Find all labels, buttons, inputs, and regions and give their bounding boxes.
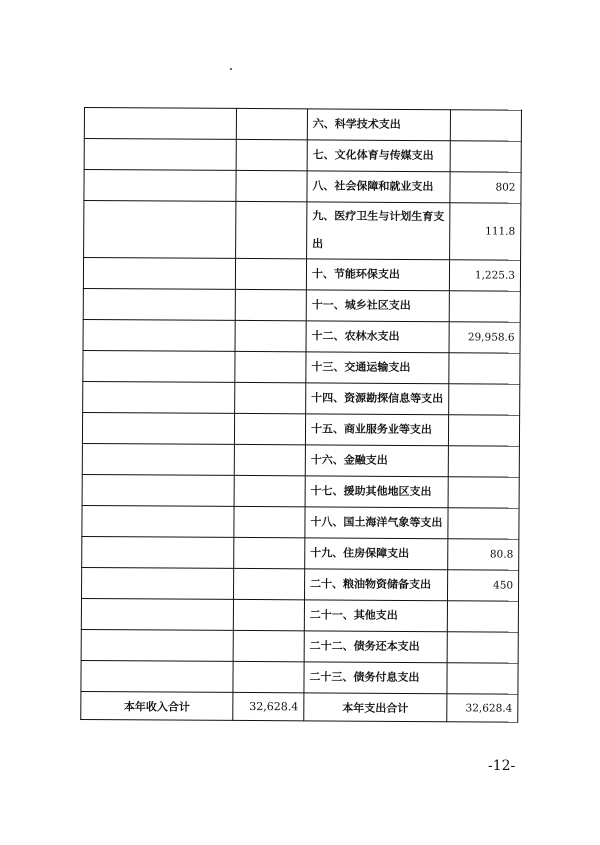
table-row	[84, 108, 521, 142]
expense-item-cell	[305, 414, 448, 446]
expense-item-cell	[306, 259, 449, 291]
income-item-cell	[82, 505, 234, 537]
expense-item-label: 十六、金融支出	[310, 453, 388, 467]
table-row	[83, 258, 520, 292]
expense-item-label: 十一、城乡社区支出	[311, 298, 411, 312]
scan-speck	[230, 68, 232, 70]
expense-amount-cell	[449, 291, 520, 322]
income-amount-cell	[235, 289, 306, 320]
table-row	[84, 201, 521, 261]
expense-amount-cell	[449, 384, 520, 415]
table-row	[84, 170, 521, 204]
expense-item-cell	[305, 476, 448, 508]
expense-amount-cell	[450, 110, 521, 141]
table-row	[81, 567, 518, 601]
income-item-cell	[84, 139, 236, 171]
income-amount-cell	[233, 599, 304, 630]
table-row	[82, 443, 519, 477]
expense-item-label: 十二、农林水支出	[311, 329, 400, 343]
expense-amount-cell	[448, 446, 519, 477]
income-amount-cell	[236, 108, 307, 139]
income-item-cell	[81, 660, 233, 692]
income-item-cell	[83, 288, 235, 320]
expense-item-cell	[305, 445, 448, 477]
expense-item-cell	[306, 383, 449, 415]
income-amount-cell	[234, 413, 305, 444]
income-item-cell	[84, 108, 236, 140]
expense-item-label: 六、科学技术支出	[312, 117, 401, 131]
expense-item-cell	[306, 290, 449, 322]
expense-item-label: 九、医疗卫生与计划生育支出	[312, 209, 445, 251]
table-row	[84, 139, 521, 173]
expense-item-label: 八、社会保障和就业支出	[312, 179, 434, 194]
expense-item-cell	[306, 352, 449, 384]
table-row	[83, 350, 520, 384]
expense-amount-cell	[449, 415, 520, 446]
expense-total-label: 本年支出合计	[304, 693, 447, 722]
expense-item-label: 七、文化体育与传媒支出	[312, 148, 434, 163]
table-row	[82, 505, 519, 539]
income-item-cell	[82, 443, 234, 475]
income-item-cell	[83, 258, 235, 290]
table-row	[83, 288, 520, 322]
income-item-cell	[83, 381, 235, 413]
expense-item-cell	[307, 140, 450, 172]
expense-item-cell	[304, 662, 447, 694]
table-row	[81, 629, 518, 663]
income-total-label: 本年收入合计	[81, 691, 233, 720]
expense-item-label: 十、节能环保支出	[311, 267, 400, 281]
expense-item-label: 二十、粮油物资储备支出	[309, 577, 432, 592]
page-number: -12-	[488, 758, 516, 774]
expense-amount-cell: 802	[450, 172, 521, 203]
expense-amount-cell	[447, 632, 518, 663]
income-amount-cell	[236, 170, 307, 201]
expense-item-label: 十九、住房保障支出	[310, 546, 410, 560]
expense-amount-cell: 111.8	[450, 203, 521, 260]
income-item-cell	[81, 567, 233, 599]
expense-item-cell	[304, 631, 447, 663]
income-amount-cell	[234, 537, 305, 568]
expense-item-label: 二十三、债务付息支出	[309, 670, 420, 685]
income-amount-cell	[235, 258, 306, 289]
income-amount-cell	[234, 475, 305, 506]
income-amount-cell	[234, 506, 305, 537]
table-row	[82, 474, 519, 508]
income-item-cell	[82, 474, 234, 506]
expense-amount-cell: 450	[448, 570, 519, 601]
income-item-cell	[83, 319, 235, 351]
expense-amount-cell: 29,958.6	[449, 322, 520, 353]
table-row	[82, 412, 519, 446]
table-row	[83, 319, 520, 353]
totals-row	[81, 691, 518, 722]
expense-item-label: 十五、商业服务业等支出	[310, 422, 432, 437]
expense-total-value: 32,628.4	[447, 694, 518, 722]
income-total-value: 32,628.4	[233, 692, 304, 720]
expense-amount-cell: 1,225.3	[449, 260, 520, 291]
expense-item-label: 二十一、其他支出	[309, 608, 398, 622]
expense-amount-cell	[447, 601, 518, 632]
expense-item-label: 二十二、债务还本支出	[309, 639, 420, 654]
expense-amount-cell	[447, 663, 518, 694]
income-amount-cell	[235, 320, 306, 351]
income-item-cell	[82, 536, 234, 568]
budget-table	[80, 107, 522, 723]
income-item-cell	[84, 201, 236, 259]
expense-item-label: 十八、国土海洋气象等支出	[310, 515, 443, 530]
expense-amount-cell: 80.8	[448, 539, 519, 570]
income-amount-cell	[236, 201, 307, 258]
income-item-cell	[82, 412, 234, 444]
expense-item-cell	[306, 321, 449, 353]
expense-item-cell	[304, 569, 447, 601]
table-row	[81, 598, 518, 632]
income-amount-cell	[235, 351, 306, 382]
expense-item-cell	[306, 202, 450, 260]
table-row	[81, 660, 518, 694]
expense-item-cell	[307, 109, 450, 141]
income-amount-cell	[233, 661, 304, 692]
income-item-cell	[81, 598, 233, 630]
expense-amount-cell	[448, 477, 519, 508]
income-amount-cell	[234, 444, 305, 475]
income-amount-cell	[235, 382, 306, 413]
expense-item-cell	[304, 600, 447, 632]
table-row	[82, 536, 519, 570]
expense-amount-cell	[450, 141, 521, 172]
expense-amount-cell	[449, 353, 520, 384]
expense-item-cell	[305, 538, 448, 570]
expense-amount-cell	[448, 508, 519, 539]
expense-item-cell	[305, 507, 448, 539]
income-amount-cell	[234, 568, 305, 599]
expense-item-label: 十三、交通运输支出	[311, 360, 411, 374]
expense-item-label: 十七、援助其他地区支出	[310, 484, 432, 499]
expense-item-cell	[307, 171, 450, 203]
income-amount-cell	[233, 630, 304, 661]
income-item-cell	[81, 629, 233, 661]
expense-item-label: 十四、资源勘探信息等支出	[311, 391, 444, 406]
table-row	[83, 381, 520, 415]
income-item-cell	[83, 350, 235, 382]
income-item-cell	[84, 170, 236, 202]
income-amount-cell	[236, 139, 307, 170]
